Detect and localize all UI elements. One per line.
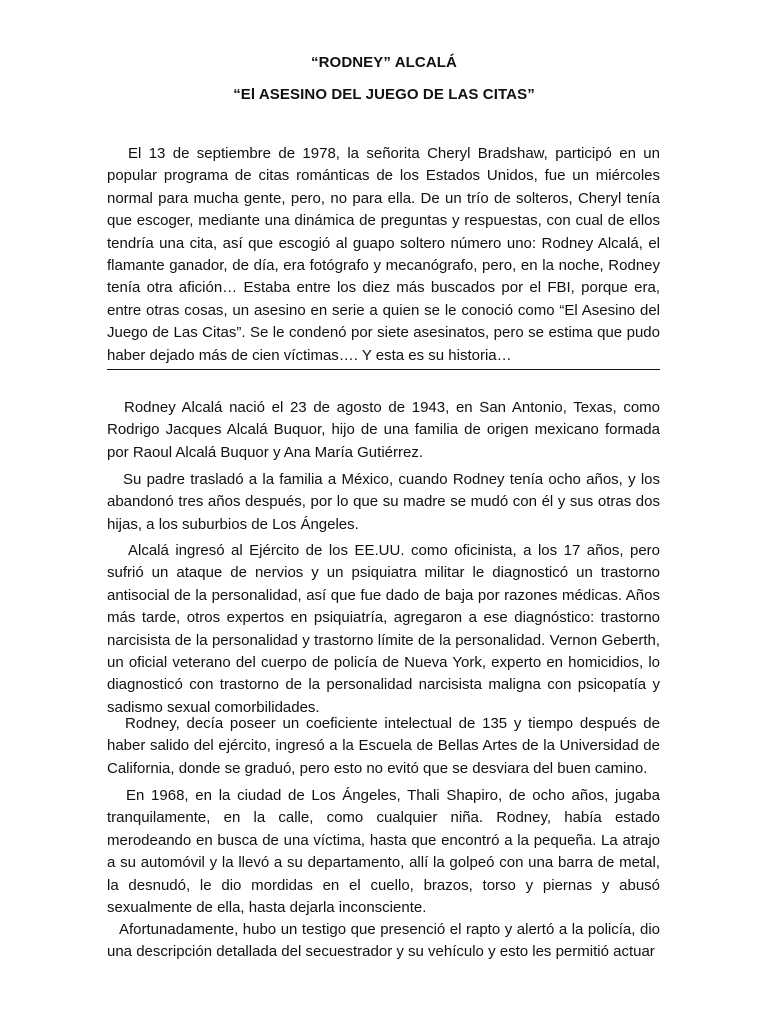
- document-title: “RODNEY” ALCALÁ: [311, 54, 457, 71]
- body-paragraph-3: Alcalá ingresó al Ejército de los EE.UU. como oficinista, a los 17 años, pero sufrió un ataque de nervios y un psiquiatra militar le diagnosticó un trastorno antisocial de la personalidad, así que fue dado de baja por razones médicas. Años más tarde, otros expertos en psiquiatría, agregaron a ese diagnóstico: trastorno narcisista de la personalidad y trastorno límite de la personalidad. Vernon Geberth, un oficial veterano del cuerpo de policía de Nueva York, experto en homicidios, lo diagnosticó con trastorno de la personalidad narcisista maligna con psicopatía y sadismo sexual comorbilidades.: [107, 542, 660, 716]
- body-paragraph-1: Rodney Alcalá nació el 23 de agosto de 1943, en San Antonio, Texas, como Rodrigo Jacques Alcalá Buquor, hijo de una familia de origen mexicano formada por Raoul Alcalá Buquor y Ana María Gutiérrez.: [107, 399, 660, 461]
- body-paragraph-4: Rodney, decía poseer un coeficiente intelectual de 135 y tiempo después de haber salido del ejército, ingresó a la Escuela de Bellas Artes de la Universidad de California, donde se graduó, pero esto no evitó que se desviara del buen camino.: [107, 715, 660, 777]
- document-subtitle: “El ASESINO DEL JUEGO DE LAS CITAS”: [233, 86, 535, 103]
- body-paragraph-6: Afortunadamente, hubo un testigo que presenció el rapto y alertó a la policía, dio una descripción detallada del secuestrador y su vehículo y esto les permitió actuar: [107, 921, 660, 961]
- section-divider: [107, 369, 660, 370]
- intro-paragraph: El 13 de septiembre de 1978, la señorita Cheryl Bradshaw, participó en un popular programa de citas románticas de los Estados Unidos, fue un miércoles normal para mucha gente, pero, no para ella. De un trío de solteros, Cheryl tenía que escoger, mediante una dinámica de preguntas y respuestas, con cual de ellos tendría una cita, así que escogió al guapo soltero número uno: Rodney Alcalá, el flamante ganador, de día, era fotógrafo y mecanógrafo, pero, en la noche, Rodney tenía otra afición… Estaba entre los diez más buscados por el FBI, porque era, entre otras cosas, un asesino en serie a quien se le conoció como “El Asesino del Juego de Las Citas”. Se le condenó por siete asesinatos, pero se estima que pudo haber dejado más de cien víctimas…. Y esta es su historia…: [107, 145, 660, 364]
- body-paragraph-2: Su padre trasladó a la familia a México, cuando Rodney tenía ocho años, y los abandonó tres años después, por lo que su madre se mudó con él y sus otras dos hijas, a los suburbios de Los Ángeles.: [107, 471, 660, 533]
- body-paragraph-5: En 1968, en la ciudad de Los Ángeles, Thali Shapiro, de ocho años, jugaba tranquilamente, en la calle, como cualquier niña. Rodney, había estado merodeando en busca de una víctima, hasta que encontró a la pequeña. La atrajo a su automóvil y la llevó a su departamento, allí la golpeó con una barra de metal, la desnudó, le dio mordidas en el cuello, brazos, torso y piernas y abusó sexualmente de ella, hasta dejarla inconsciente.: [107, 787, 660, 917]
